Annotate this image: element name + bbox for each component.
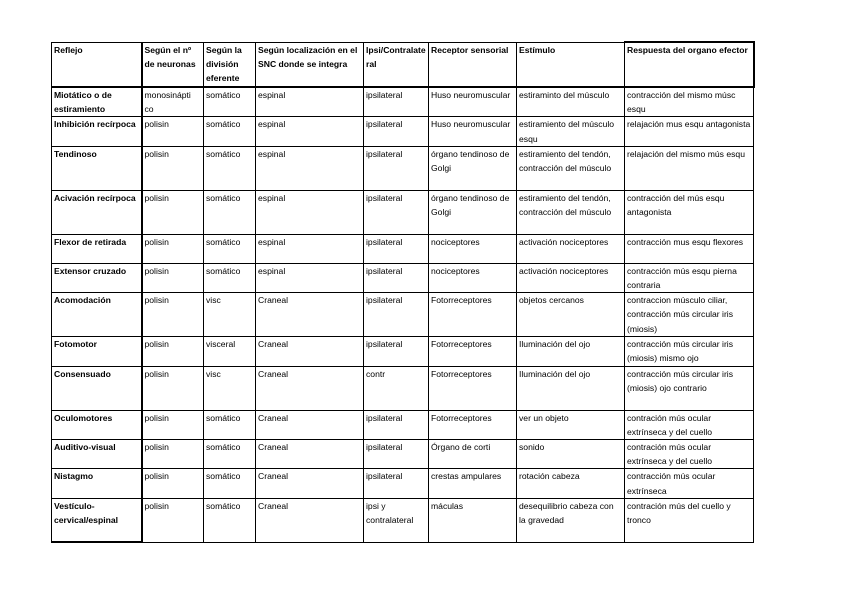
table-row xyxy=(52,117,754,146)
cell-receptor: máculas xyxy=(429,498,517,542)
cell-division: visc xyxy=(204,366,256,410)
cell-stimulus: estiramiento del tendón, contracción del músculo xyxy=(517,146,625,190)
cell-receptor: nociceptores xyxy=(429,234,517,263)
cell-neurons: polisin xyxy=(142,146,204,190)
cell-neurons: polisin xyxy=(142,440,204,469)
cell-stimulus: objetos cercanos xyxy=(517,293,625,337)
cell-neurons: polisin xyxy=(142,293,204,337)
header-reflex: Reflejo xyxy=(52,42,142,87)
cell-neurons: polisin xyxy=(142,117,204,146)
table-row xyxy=(52,469,754,498)
table-row xyxy=(52,190,754,234)
cell-response: contracción del mús esqu antagonista xyxy=(625,190,754,234)
cell-stimulus: estiramiento del músculo esqu xyxy=(517,117,625,146)
table-row xyxy=(52,146,754,190)
cell-ipsi: ipsilateral xyxy=(364,263,429,292)
cell-ipsi: ipsilateral xyxy=(364,190,429,234)
cell-response: relajación del mismo mús esqu xyxy=(625,146,754,190)
cell-division: somático xyxy=(204,117,256,146)
cell-receptor: Huso neuromuscular xyxy=(429,87,517,117)
cell-reflex: Acivación recírpoca xyxy=(52,190,142,234)
cell-ipsi: contr xyxy=(364,366,429,410)
cell-reflex: Fotomotor xyxy=(52,337,142,366)
cell-division: somático xyxy=(204,469,256,498)
cell-response: contracción mús ocular extrínseca xyxy=(625,469,754,498)
cell-response: contracción del mismo músc esqu xyxy=(625,87,754,117)
header-stimulus: Estímulo xyxy=(517,42,625,87)
cell-division: somático xyxy=(204,263,256,292)
cell-stimulus: estiraminto del músculo xyxy=(517,87,625,117)
cell-division: somático xyxy=(204,440,256,469)
cell-division: somático xyxy=(204,146,256,190)
cell-ipsi: ipsilateral xyxy=(364,440,429,469)
header-neurons: Según el nº de neuronas xyxy=(142,42,204,87)
cell-location: espinal xyxy=(256,234,364,263)
header-location: Según localización en el SNC donde se integra xyxy=(256,42,364,87)
cell-stimulus: Iluminación del ojo xyxy=(517,366,625,410)
cell-response: contración mús ocular extrínseca y del cuello xyxy=(625,440,754,469)
cell-division: somático xyxy=(204,87,256,117)
table-row xyxy=(52,234,754,263)
cell-receptor: órgano tendinoso de Golgi xyxy=(429,190,517,234)
cell-receptor: órgano tendinoso de Golgi xyxy=(429,146,517,190)
cell-reflex: Miotático o de estiramiento xyxy=(52,87,142,117)
table-row xyxy=(52,366,754,410)
cell-reflex: Flexor de retirada xyxy=(52,234,142,263)
cell-stimulus: ver un objeto xyxy=(517,410,625,439)
cell-stimulus: desequilibrio cabeza con la gravedad xyxy=(517,498,625,542)
cell-response: contraccion músculo ciliar, contracción mús circular iris (miosis) xyxy=(625,293,754,337)
cell-reflex: Oculomotores xyxy=(52,410,142,439)
cell-response: relajación mus esqu antagonista xyxy=(625,117,754,146)
cell-reflex: Nistagmo xyxy=(52,469,142,498)
table-row xyxy=(52,293,754,337)
cell-stimulus: sonido xyxy=(517,440,625,469)
cell-response: contracción mús circular iris (miosis) mismo ojo xyxy=(625,337,754,366)
cell-location: Craneal xyxy=(256,410,364,439)
cell-ipsi: ipsilateral xyxy=(364,234,429,263)
cell-division: somático xyxy=(204,190,256,234)
cell-location: Craneal xyxy=(256,440,364,469)
cell-receptor: Fotorreceptores xyxy=(429,366,517,410)
table-row xyxy=(52,87,754,117)
cell-neurons: polisin xyxy=(142,498,204,542)
cell-neurons: polisin xyxy=(142,469,204,498)
cell-neurons: polisin xyxy=(142,410,204,439)
header-receptor: Receptor sensorial xyxy=(429,42,517,87)
cell-ipsi: ipsilateral xyxy=(364,293,429,337)
cell-receptor: crestas ampulares xyxy=(429,469,517,498)
header-ipsi: Ipsi/Contralateral xyxy=(364,42,429,87)
cell-receptor: Fotorreceptores xyxy=(429,337,517,366)
cell-ipsi: ipsilateral xyxy=(364,146,429,190)
cell-division: somático xyxy=(204,498,256,542)
header-division: Según la división eferente xyxy=(204,42,256,87)
cell-location: espinal xyxy=(256,263,364,292)
cell-response: contración mús ocular extrínseca y del cuello xyxy=(625,410,754,439)
cell-reflex: Consensuado xyxy=(52,366,142,410)
cell-response: contración mús del cuello y tronco xyxy=(625,498,754,542)
cell-reflex: Inhibición recírpoca xyxy=(52,117,142,146)
cell-division: somático xyxy=(204,410,256,439)
cell-location: Craneal xyxy=(256,469,364,498)
cell-receptor: Órgano de corti xyxy=(429,440,517,469)
table-row xyxy=(52,440,754,469)
cell-response: contracción mus esqu flexores xyxy=(625,234,754,263)
cell-response: contracción mús esqu pierna contraria xyxy=(625,263,754,292)
cell-location: espinal xyxy=(256,146,364,190)
cell-ipsi: ipsilateral xyxy=(364,117,429,146)
cell-stimulus: estiramiento del tendón, contracción del músculo xyxy=(517,190,625,234)
cell-reflex: Tendinoso xyxy=(52,146,142,190)
cell-receptor: nociceptores xyxy=(429,263,517,292)
cell-ipsi: ipsilateral xyxy=(364,410,429,439)
table-row xyxy=(52,263,754,292)
cell-receptor: Fotorreceptores xyxy=(429,410,517,439)
cell-reflex: Auditivo-visual xyxy=(52,440,142,469)
cell-neurons: polisin xyxy=(142,190,204,234)
cell-neurons: monosinápti co xyxy=(142,87,204,117)
header-response: Respuesta del organo efector xyxy=(625,42,754,87)
cell-ipsi: ipsilateral xyxy=(364,469,429,498)
cell-receptor: Huso neuromuscular xyxy=(429,117,517,146)
cell-ipsi: ipsi y contralateral xyxy=(364,498,429,542)
table-row xyxy=(52,337,754,366)
cell-location: espinal xyxy=(256,117,364,146)
table-header-row xyxy=(52,42,754,87)
cell-reflex: Vestículo-cervical/espinal xyxy=(52,498,142,542)
cell-location: espinal xyxy=(256,87,364,117)
cell-location: Craneal xyxy=(256,498,364,542)
cell-division: visceral xyxy=(204,337,256,366)
cell-neurons: polisin xyxy=(142,337,204,366)
cell-location: Craneal xyxy=(256,366,364,410)
cell-reflex: Acomodación xyxy=(52,293,142,337)
cell-reflex: Extensor cruzado xyxy=(52,263,142,292)
table-row xyxy=(52,410,754,439)
cell-stimulus: Iluminación del ojo xyxy=(517,337,625,366)
table-row xyxy=(52,498,754,542)
cell-stimulus: rotación cabeza xyxy=(517,469,625,498)
cell-response: contracción mús circular iris (miosis) ojo contrario xyxy=(625,366,754,410)
table-body xyxy=(52,87,754,542)
cell-location: espinal xyxy=(256,190,364,234)
cell-division: visc xyxy=(204,293,256,337)
cell-location: Craneal xyxy=(256,293,364,337)
cell-receptor: Fotorreceptores xyxy=(429,293,517,337)
cell-stimulus: activación nociceptores xyxy=(517,263,625,292)
reflex-table xyxy=(51,41,755,543)
cell-neurons: polisin xyxy=(142,263,204,292)
cell-stimulus: activación nociceptores xyxy=(517,234,625,263)
cell-division: somático xyxy=(204,234,256,263)
cell-neurons: polisin xyxy=(142,366,204,410)
cell-neurons: polisin xyxy=(142,234,204,263)
cell-ipsi: ipsilateral xyxy=(364,337,429,366)
cell-location: Craneal xyxy=(256,337,364,366)
cell-ipsi: ipsilateral xyxy=(364,87,429,117)
